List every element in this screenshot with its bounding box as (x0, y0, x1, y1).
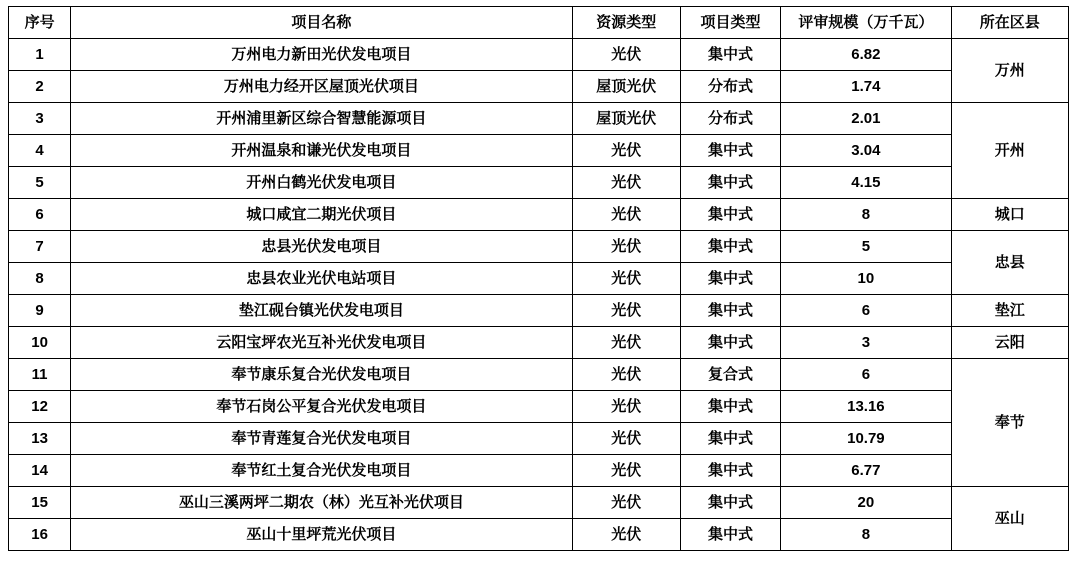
cell-review-scale: 8 (781, 199, 951, 231)
cell-review-scale: 6.82 (781, 39, 951, 71)
header-review-scale: 评审规模（万千瓦） (781, 7, 951, 39)
cell-project-type: 集中式 (680, 135, 780, 167)
cell-project-name: 奉节青莲复合光伏发电项目 (71, 423, 572, 455)
table-row (9, 423, 1069, 455)
cell-resource-type: 屋顶光伏 (572, 103, 680, 135)
cell-project-name: 巫山三溪两坪二期农（林）光互补光伏项目 (71, 487, 572, 519)
cell-resource-type: 光伏 (572, 487, 680, 519)
project-table-sheet (8, 6, 1069, 551)
cell-index: 10 (9, 327, 71, 359)
table-row (9, 487, 1069, 519)
table-row (9, 231, 1069, 263)
cell-resource-type: 光伏 (572, 199, 680, 231)
cell-resource-type: 光伏 (572, 231, 680, 263)
cell-project-type: 分布式 (680, 71, 780, 103)
cell-project-name: 开州温泉和谦光伏发电项目 (71, 135, 572, 167)
cell-index: 3 (9, 103, 71, 135)
cell-project-name: 垫江砚台镇光伏发电项目 (71, 295, 572, 327)
header-district: 所在区县 (951, 7, 1068, 39)
cell-resource-type: 光伏 (572, 359, 680, 391)
cell-project-name: 万州电力新田光伏发电项目 (71, 39, 572, 71)
cell-review-scale: 8 (781, 519, 951, 551)
cell-district: 垫江 (951, 295, 1068, 327)
table-row (9, 71, 1069, 103)
cell-review-scale: 6 (781, 359, 951, 391)
cell-index: 13 (9, 423, 71, 455)
cell-index: 4 (9, 135, 71, 167)
cell-project-name: 城口咸宜二期光伏项目 (71, 199, 572, 231)
table-row (9, 327, 1069, 359)
cell-review-scale: 4.15 (781, 167, 951, 199)
cell-resource-type: 光伏 (572, 423, 680, 455)
cell-project-name: 奉节康乐复合光伏发电项目 (71, 359, 572, 391)
cell-review-scale: 2.01 (781, 103, 951, 135)
header-project-name: 项目名称 (71, 7, 572, 39)
cell-project-type: 集中式 (680, 455, 780, 487)
cell-project-name: 云阳宝坪农光互补光伏发电项目 (71, 327, 572, 359)
cell-review-scale: 3 (781, 327, 951, 359)
table-row (9, 263, 1069, 295)
table-header (9, 7, 1069, 39)
project-table (8, 6, 1069, 551)
cell-project-type: 集中式 (680, 199, 780, 231)
cell-index: 1 (9, 39, 71, 71)
table-row (9, 295, 1069, 327)
cell-district: 云阳 (951, 327, 1068, 359)
table-body (9, 39, 1069, 551)
cell-resource-type: 屋顶光伏 (572, 71, 680, 103)
table-row (9, 391, 1069, 423)
cell-project-name: 奉节红土复合光伏发电项目 (71, 455, 572, 487)
cell-project-type: 集中式 (680, 167, 780, 199)
cell-resource-type: 光伏 (572, 455, 680, 487)
cell-project-type: 集中式 (680, 295, 780, 327)
cell-index: 2 (9, 71, 71, 103)
header-resource-type: 资源类型 (572, 7, 680, 39)
cell-project-type: 分布式 (680, 103, 780, 135)
cell-index: 12 (9, 391, 71, 423)
cell-project-type: 集中式 (680, 231, 780, 263)
table-row (9, 135, 1069, 167)
cell-resource-type: 光伏 (572, 519, 680, 551)
cell-district: 开州 (951, 103, 1068, 199)
cell-district: 奉节 (951, 359, 1068, 487)
table-row (9, 359, 1069, 391)
table-row (9, 519, 1069, 551)
header-index: 序号 (9, 7, 71, 39)
cell-review-scale: 20 (781, 487, 951, 519)
cell-district: 忠县 (951, 231, 1068, 295)
header-project-type: 项目类型 (680, 7, 780, 39)
cell-project-name: 奉节石岗公平复合光伏发电项目 (71, 391, 572, 423)
cell-index: 16 (9, 519, 71, 551)
cell-review-scale: 1.74 (781, 71, 951, 103)
cell-project-name: 开州浦里新区综合智慧能源项目 (71, 103, 572, 135)
cell-index: 5 (9, 167, 71, 199)
cell-index: 14 (9, 455, 71, 487)
cell-resource-type: 光伏 (572, 39, 680, 71)
cell-project-type: 集中式 (680, 39, 780, 71)
cell-project-name: 巫山十里坪荒光伏项目 (71, 519, 572, 551)
cell-index: 11 (9, 359, 71, 391)
cell-resource-type: 光伏 (572, 391, 680, 423)
cell-index: 7 (9, 231, 71, 263)
cell-index: 6 (9, 199, 71, 231)
cell-index: 9 (9, 295, 71, 327)
table-row (9, 455, 1069, 487)
cell-review-scale: 13.16 (781, 391, 951, 423)
cell-project-name: 忠县农业光伏电站项目 (71, 263, 572, 295)
table-row (9, 199, 1069, 231)
cell-project-type: 集中式 (680, 519, 780, 551)
cell-project-type: 集中式 (680, 391, 780, 423)
cell-resource-type: 光伏 (572, 295, 680, 327)
cell-project-type: 复合式 (680, 359, 780, 391)
cell-project-type: 集中式 (680, 263, 780, 295)
table-header-row (9, 7, 1069, 39)
cell-review-scale: 5 (781, 231, 951, 263)
table-row (9, 167, 1069, 199)
cell-district: 万州 (951, 39, 1068, 103)
table-row (9, 39, 1069, 71)
cell-resource-type: 光伏 (572, 327, 680, 359)
cell-review-scale: 3.04 (781, 135, 951, 167)
cell-project-type: 集中式 (680, 327, 780, 359)
cell-review-scale: 10.79 (781, 423, 951, 455)
table-row (9, 103, 1069, 135)
cell-index: 8 (9, 263, 71, 295)
cell-project-name: 万州电力经开区屋顶光伏项目 (71, 71, 572, 103)
cell-review-scale: 6 (781, 295, 951, 327)
cell-index: 15 (9, 487, 71, 519)
cell-project-type: 集中式 (680, 423, 780, 455)
cell-resource-type: 光伏 (572, 263, 680, 295)
cell-resource-type: 光伏 (572, 135, 680, 167)
cell-district: 城口 (951, 199, 1068, 231)
cell-project-name: 忠县光伏发电项目 (71, 231, 572, 263)
cell-district: 巫山 (951, 487, 1068, 551)
cell-review-scale: 10 (781, 263, 951, 295)
cell-project-name: 开州白鹤光伏发电项目 (71, 167, 572, 199)
cell-project-type: 集中式 (680, 487, 780, 519)
cell-resource-type: 光伏 (572, 167, 680, 199)
cell-review-scale: 6.77 (781, 455, 951, 487)
